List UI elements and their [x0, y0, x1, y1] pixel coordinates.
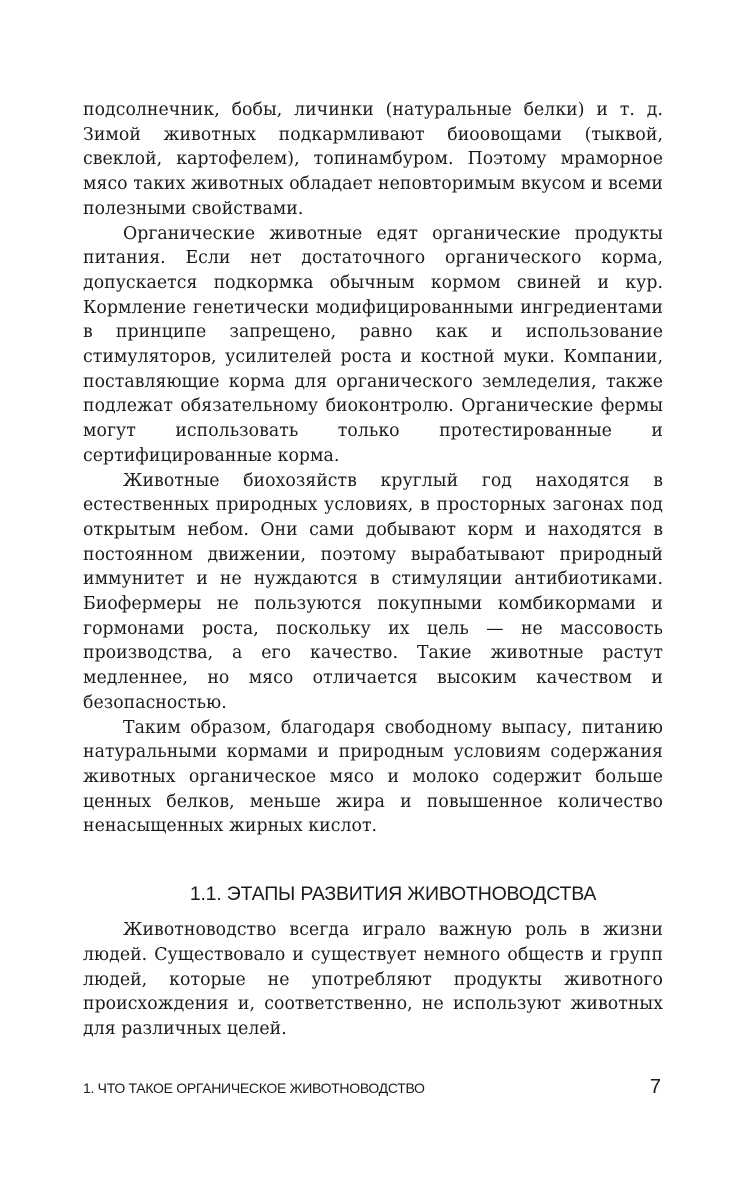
paragraph-continuation: подсолнечник, бобы, личинки (натуральные белки) и т. д. Зимой животных подкармливают биоовощами (тыквой, свеклой, картофелем), топинамбуром. Поэтому мраморное мясо таких животных обладает неповторимым вкусом и всеми полезными свойствами. — [83, 100, 663, 219]
paragraph: Животноводство всегда играло важную роль в жизни людей. Существовало и существует немного обществ и групп людей, которые не употребляют продукты животного происхождения и, соответственно, не используют животных для различных целей. — [83, 920, 663, 1039]
page-footer — [83, 1076, 663, 1098]
section-heading: 1.1. ЭТАПЫ РАЗВИТИЯ ЖИВОТНОВОДСТВА — [189, 883, 597, 906]
paragraph: Таким образом, благодаря свободному выпасу, питанию натуральными кормами и природным условиям содержания животных органическое мясо и молоко содержит больше ценных белков, меньше жира и повышенное количество ненасыщенных жирных кислот. — [83, 717, 663, 837]
page-content — [83, 98, 663, 1042]
paragraph: Органические животные едят органические продукты питания. Если нет достаточного органического корма, допускается подкормка обычным кормом свиней и кур. Кормление генетически модифицированными ингредиентами в принципе запрещено, равно как и использование стимуляторов, усилителей роста и костной муки. Компании, поставляющие корма для органического земледелия, также подлежат обязательному биоконтролю. Органические фермы могут использовать только протестированные и сертифицированные корма. — [83, 223, 663, 466]
text-block — [83, 98, 663, 839]
paragraph: Животные биохозяйств круглый год находятся в естественных природных условиях, в просторных загонах под открытым небом. Они сами добывают корм и находятся в постоянном движении, поэтому вырабатывают природный иммунитет и не нуждаются в стимуляции антибиотиками. Биофермеры не пользуются покупными комбикормами и гормонами роста, поскольку их цель — не массовость производства, а его качество. Такие животные растут медленнее, но мясо отличается высоким качеством и безопасностью. — [83, 470, 663, 713]
section-text — [83, 918, 663, 1042]
page-number: 7 — [649, 1076, 661, 1098]
running-footer-title: 1. ЧТО ТАКОЕ ОРГАНИЧЕСКОЕ ЖИВОТНОВОДСТВО — [83, 1080, 425, 1096]
